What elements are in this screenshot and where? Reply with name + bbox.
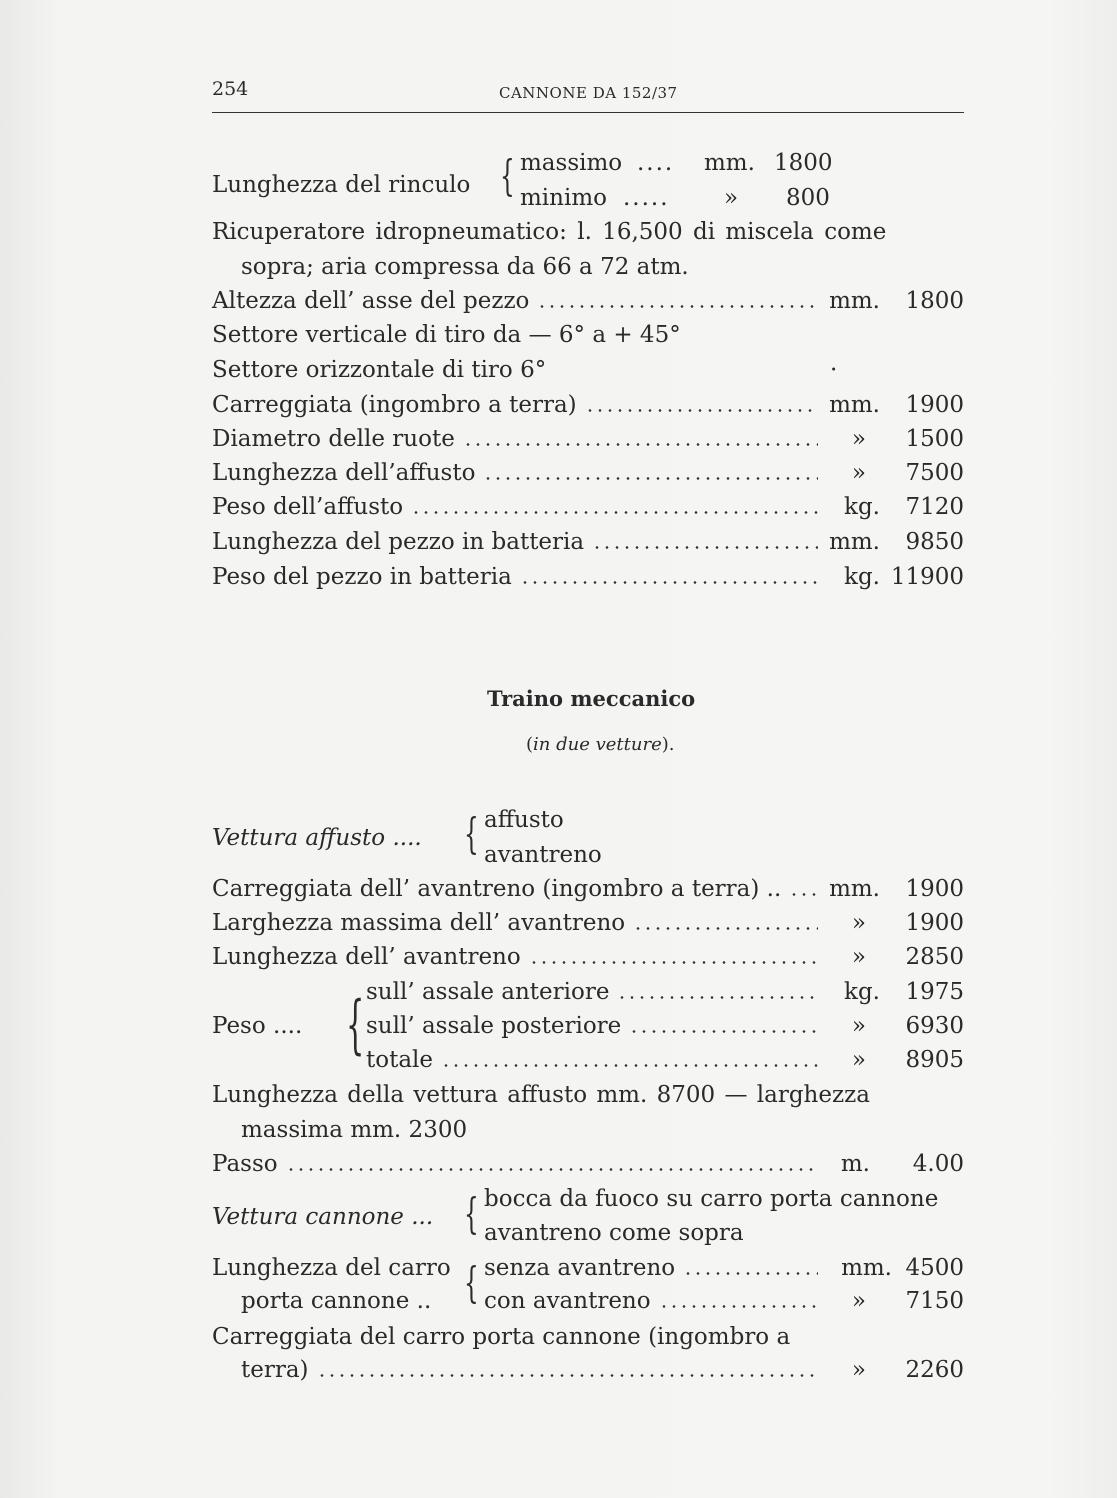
rinculo-max-value: 1800 xyxy=(774,150,833,176)
peso-row-value: 8905 xyxy=(905,1047,964,1073)
peso-row-label: sull’ assale posteriore xyxy=(366,1013,622,1039)
spec-row-label: Lunghezza dell’affusto xyxy=(212,460,476,486)
leader-dots xyxy=(411,511,818,514)
spec-row-label: Larghezza massima dell’ avantreno xyxy=(212,910,626,936)
leader-dots xyxy=(683,1272,818,1275)
spec-row-label: Lunghezza dell’ avantreno xyxy=(212,944,521,970)
vettura-affusto-label: Vettura affusto .... xyxy=(212,825,422,851)
spec-row-unit: » xyxy=(851,460,866,486)
leader-dots xyxy=(789,893,818,896)
vettura-cannone-item: bocca da fuoco su carro porta cannone xyxy=(484,1186,939,1212)
vettura-affusto-item: avantreno xyxy=(484,842,602,868)
peso-row-unit: kg. xyxy=(844,979,880,1005)
spec-row-value: 1900 xyxy=(905,392,964,418)
spec-row-label: Carreggiata dell’ avantreno (ingombro a terra) .. xyxy=(212,876,782,902)
leader-dots xyxy=(592,546,818,549)
carro-row-value: 4500 xyxy=(905,1255,964,1281)
leader-dots xyxy=(659,1305,818,1308)
spec-row-value: 11900 xyxy=(890,564,964,590)
leader-dots xyxy=(585,409,818,412)
carro-row-label: senza avantreno xyxy=(484,1255,676,1281)
brace: { xyxy=(464,1258,479,1307)
spec-row-label: Peso dell’affusto xyxy=(212,494,404,520)
carro-label-1: Lunghezza del carro xyxy=(212,1255,451,1281)
header-rule xyxy=(212,112,964,113)
peso-row-unit: » xyxy=(851,1013,866,1039)
peso-row-label: totale xyxy=(366,1047,434,1073)
spec-row-unit: mm. xyxy=(829,529,880,555)
ricuperatore-line1: Ricuperatore idropneumatico: l. 16,500 di miscela come xyxy=(212,219,887,245)
spec-row-unit: » xyxy=(851,944,866,970)
leader-dots: .... xyxy=(637,150,675,176)
subtitle-italic: in due vetture xyxy=(533,734,662,755)
rinculo-label: Lunghezza del rinculo xyxy=(212,172,471,198)
spec-row-label: Lunghezza del pezzo in batteria xyxy=(212,529,585,555)
section-title: Traino meccanico xyxy=(487,686,696,711)
passo-value: 4.00 xyxy=(912,1151,964,1177)
carro-row-value: 7150 xyxy=(905,1288,964,1314)
rinculo-min-label: minimo xyxy=(520,185,607,211)
spec-row-label: Settore verticale di tiro da — 6° a + 45° xyxy=(212,322,681,348)
rinculo-max-label: massimo xyxy=(520,150,623,176)
rinculo-min-unit: » xyxy=(724,185,739,211)
leader-dots xyxy=(286,1168,818,1171)
leader-dots xyxy=(483,477,818,480)
leader-dots xyxy=(463,443,818,446)
spec-row-value: 1900 xyxy=(905,876,964,902)
spec-row-unit: kg. xyxy=(844,494,880,520)
spec-row-value: 9850 xyxy=(905,529,964,555)
spec-row-label: Altezza dell’ asse del pezzo xyxy=(212,288,530,314)
page-number: 254 xyxy=(212,78,249,100)
spec-row-value: 2850 xyxy=(905,944,964,970)
brace: { xyxy=(464,809,479,858)
vettura-lunghezza-line1: Lunghezza della vettura affusto mm. 8700 — larghezza xyxy=(212,1082,870,1108)
carro-label-2: porta cannone .. xyxy=(241,1288,432,1314)
brace: { xyxy=(500,151,515,200)
peso-label: Peso .... xyxy=(212,1013,303,1039)
spec-row-unit: mm. xyxy=(829,288,880,314)
spec-row-unit: » xyxy=(851,910,866,936)
leader-dots: ..... xyxy=(623,185,670,211)
carreggiata-carro-line1: Carreggiata del carro porta cannone (ingombro a xyxy=(212,1324,791,1350)
brace: { xyxy=(346,988,365,1062)
subtitle-open: ( xyxy=(526,734,534,755)
carreggiata-carro-value: 2260 xyxy=(905,1357,964,1383)
running-title: CANNONE DA 152/37 xyxy=(499,84,678,102)
peso-row-label: sull’ assale anteriore xyxy=(366,979,610,1005)
leader-dots xyxy=(317,1374,818,1377)
spec-row-value: 1900 xyxy=(905,910,964,936)
leader-dots xyxy=(633,927,818,930)
spec-row-value: 7500 xyxy=(905,460,964,486)
rinculo-max-unit: mm. xyxy=(704,150,755,176)
leader-dots xyxy=(629,1030,818,1033)
vettura-cannone-item: avantreno come sopra xyxy=(484,1220,744,1246)
spec-row-label: Diametro delle ruote xyxy=(212,426,455,452)
rinculo-min-value: 800 xyxy=(786,185,830,211)
leader-dots xyxy=(617,996,818,999)
spec-row-label: Settore orizzontale di tiro 6° xyxy=(212,357,547,383)
passo-label: Passo xyxy=(212,1151,278,1177)
stray-mark: · xyxy=(830,357,838,383)
spec-row-unit: mm. xyxy=(829,876,880,902)
leader-dots xyxy=(537,305,818,308)
spec-row-label: Carreggiata (ingombro a terra) xyxy=(212,392,577,418)
leader-dots xyxy=(520,581,818,584)
spec-row-value: 1500 xyxy=(905,426,964,452)
leader-dots xyxy=(441,1064,818,1067)
section-subtitle xyxy=(526,734,674,755)
vettura-cannone-label: Vettura cannone ... xyxy=(212,1204,434,1230)
vettura-affusto-item: affusto xyxy=(484,807,564,833)
subtitle-close: ). xyxy=(661,734,675,755)
peso-row-value: 6930 xyxy=(905,1013,964,1039)
peso-row-unit: » xyxy=(851,1047,866,1073)
spec-row-unit: mm. xyxy=(829,392,880,418)
spec-row-value: 1800 xyxy=(905,288,964,314)
vettura-lunghezza-line2: massima mm. 2300 xyxy=(241,1117,468,1143)
carreggiata-carro-label: terra) xyxy=(241,1357,309,1383)
spec-row-value: 7120 xyxy=(905,494,964,520)
spec-row-unit: » xyxy=(851,426,866,452)
ricuperatore-line2: sopra; aria compressa da 66 a 72 atm. xyxy=(241,254,689,280)
carreggiata-carro-unit: » xyxy=(851,1357,866,1383)
spec-row-unit: kg. xyxy=(844,564,880,590)
leader-dots xyxy=(529,961,818,964)
spec-row-label: Peso del pezzo in batteria xyxy=(212,564,512,590)
peso-row-value: 1975 xyxy=(905,979,964,1005)
brace: { xyxy=(464,1189,479,1238)
carro-row-unit: » xyxy=(851,1288,866,1314)
passo-unit: m. xyxy=(840,1151,870,1177)
carro-row-unit: mm. xyxy=(841,1255,892,1281)
carro-row-label: con avantreno xyxy=(484,1288,651,1314)
